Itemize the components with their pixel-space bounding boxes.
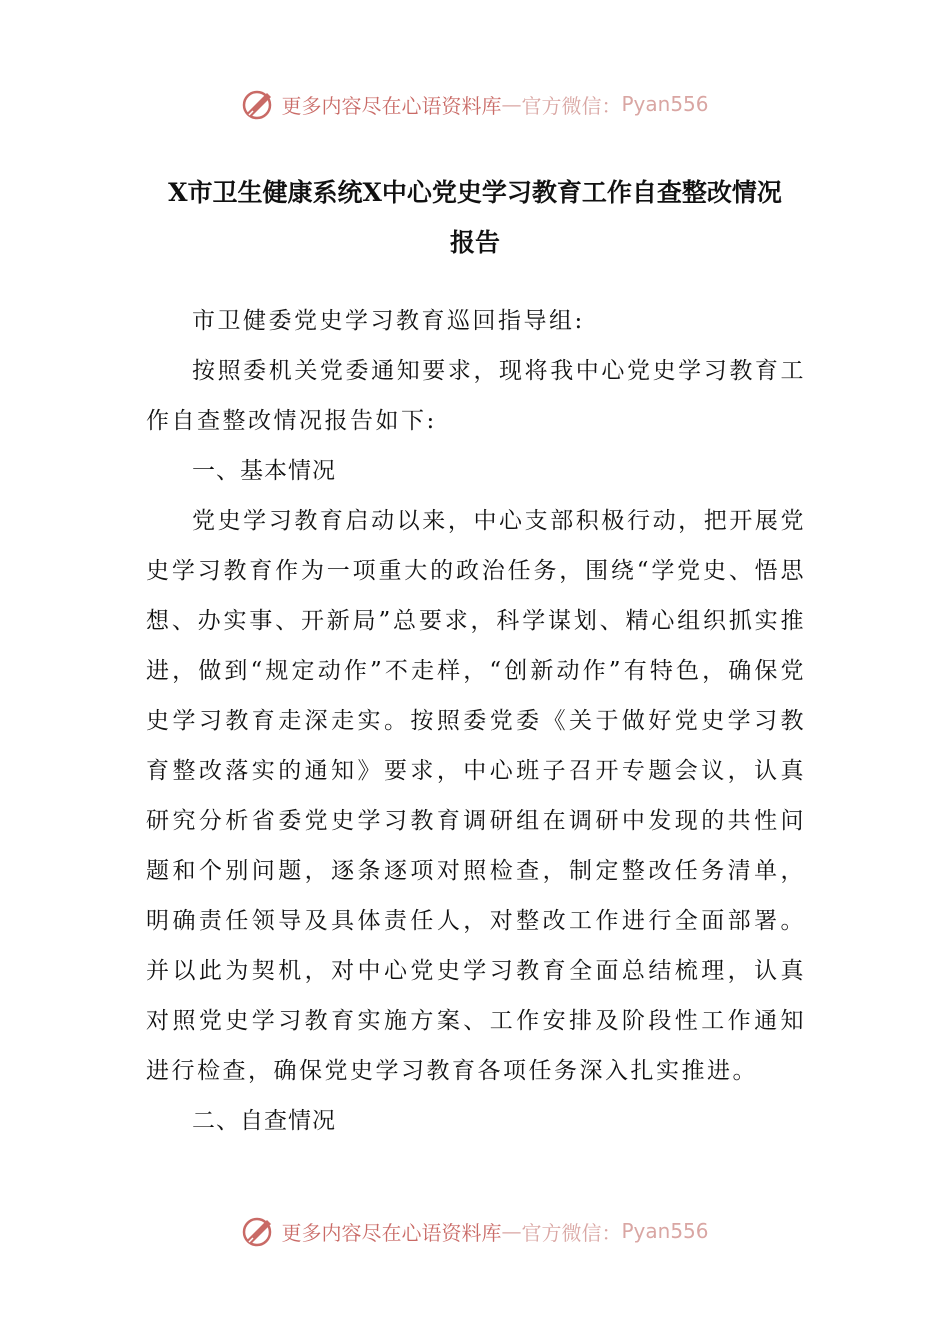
salutation: 市卫健委党史学习教育巡回指导组: [192, 308, 585, 334]
watermark-dash: — [501, 92, 522, 116]
intro-paragraph: 按照委机关党委通知要求，现将我中心党史学习教育工作自查整改情况报告如下: [146, 358, 806, 434]
section-2-heading: 二、自查情况 [192, 1108, 336, 1134]
watermark-bottom [0, 1211, 950, 1251]
watermark-wechat: 官方微信： [521, 93, 622, 118]
watermark-top [0, 84, 950, 124]
watermark-handle: Pyan556 [621, 1219, 709, 1243]
watermark-handle: Pyan556 [621, 92, 709, 116]
pen-logo-icon [241, 87, 275, 121]
document-body [146, 296, 806, 1146]
section-1-heading: 一、基本情况 [192, 458, 336, 484]
title-line-2: 报告 [449, 228, 500, 257]
pen-logo-icon [241, 1214, 275, 1248]
watermark-wechat: 官方微信： [521, 1220, 622, 1245]
title-line-1: X市卫生健康系统X中心党史学习教育工作自查整改情况 [168, 178, 782, 207]
section-1-paragraph: 党史学习教育启动以来，中心支部积极行动，把开展党史学习教育作为一项重大的政治任务，围绕“学党史、悟思想、办实事、开新局”总要求，科学谋划、精心组织抓实推进，做到“规定动作”不走样，“创新动作”有特色，确保党史学习教育走深走实。按照委党委《关于做好党史学习教育整改落实的通知》要求，中心班子召开专题会议，认真研究分析省委党史学习教育调研组在调研中发现的共性问题和个别问题，逐条逐项对照检查，制定整改任务清单，明确责任领导及具体责任人，对整改工作进行全面部署。并以此为契机，对中心党史学习教育全面总结梳理，认真对照党史学习教育实施方案、工作安排及阶段性工作通知进行检查，确保党史学习教育各项任务深入扎实推进。 [146, 508, 806, 1084]
watermark-dash: — [501, 1219, 522, 1243]
watermark-text: 更多内容尽在心语资料库 [281, 93, 502, 118]
watermark-text: 更多内容尽在心语资料库 [281, 1220, 502, 1245]
document-title [100, 168, 850, 268]
